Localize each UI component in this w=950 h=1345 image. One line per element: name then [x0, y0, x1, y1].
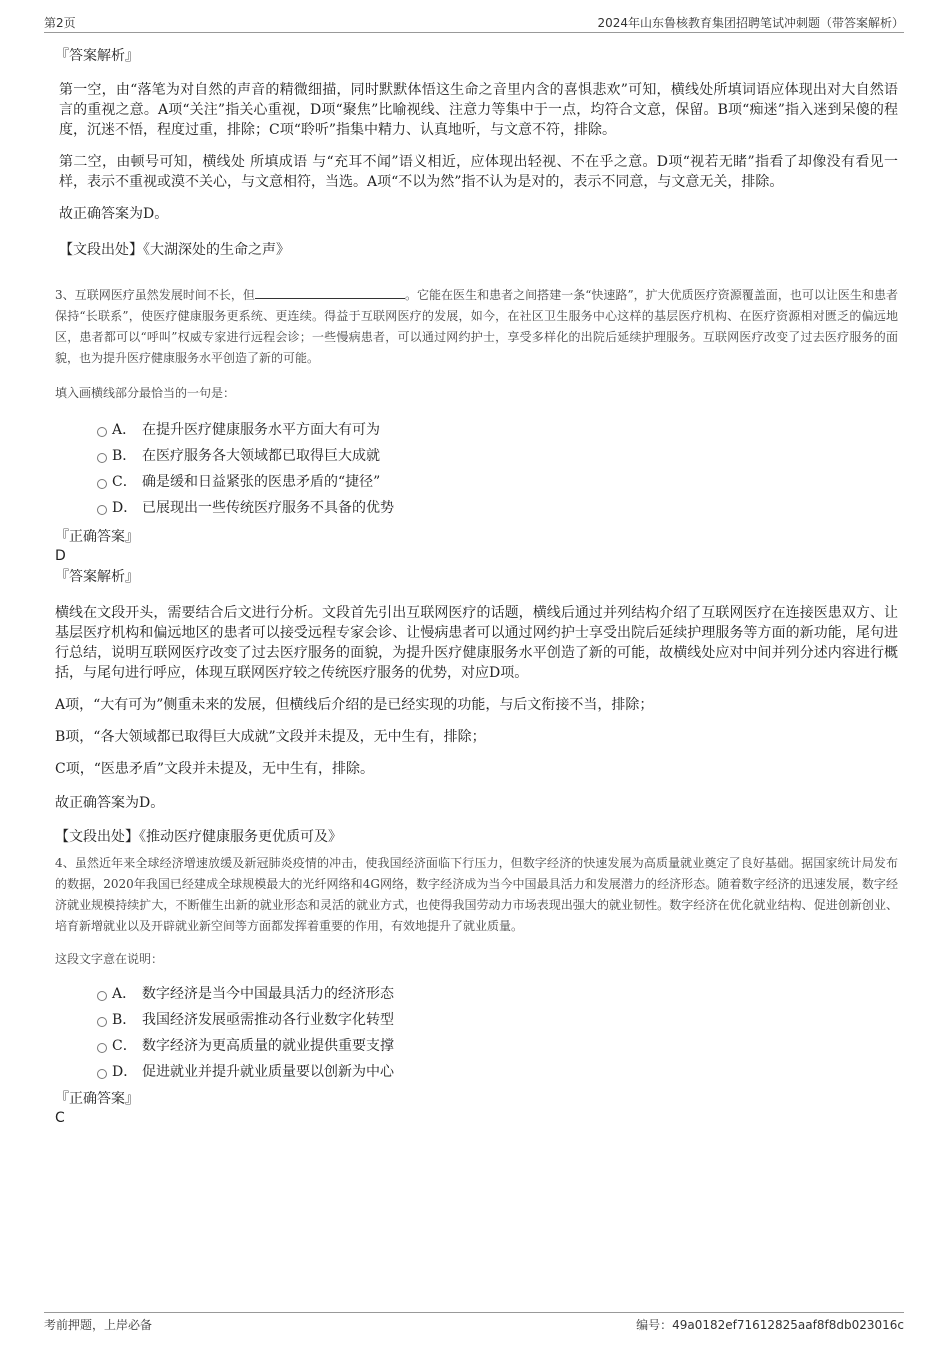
radio-icon[interactable] [97, 991, 107, 1001]
correct-answer: D [55, 548, 66, 564]
source-citation: 【文段出处】《推动医疗健康服务更优质可及》 [55, 829, 342, 845]
question-stem [55, 285, 898, 369]
analysis-paragraph: B项，“各大领域都已取得巨大成就”文段并未提及，无中生有，排除； [55, 729, 486, 745]
correct-answer-label: 『正确答案』 [55, 529, 139, 545]
analysis-conclusion: 故正确答案为D。 [59, 206, 169, 222]
source-citation: 【文段出处】《大湖深处的生命之声》 [59, 242, 290, 258]
option-list [55, 981, 898, 1085]
radio-icon[interactable] [97, 1043, 107, 1053]
option-a[interactable]: A． 在提升医疗健康服务水平方面大有可为 [55, 417, 898, 443]
option-d[interactable]: D． 已展现出一些传统医疗服务不具备的优势 [55, 495, 898, 521]
fill-blank [255, 286, 405, 299]
question-stem: 4、虽然近年来全球经济增速放缓及新冠肺炎疫情的冲击，使我国经济面临下行压力，但数字经济的快速发展为高质量就业奠定了良好基础。据国家统计局发布的数据，2020年我国已经建成全球规模最大的光纤网络和4G网络，数字经济成为当今中国最具活力和发展潜力的经济形态。随着数字经济的迅速发展，数字经济就业规模持续扩大，不断催生出新的就业形态和灵活的就业方式，也使得我国劳动力市场表现出强大的就业韧性。数字经济在优化就业结构、促进创新创业、培育新增就业以及开辟就业新空间等方面都发挥着重要的作用，有效地提升了就业质量。 [55, 856, 898, 933]
analysis-paragraph: C项，“医患矛盾”文段并未提及，无中生有，排除。 [55, 761, 375, 777]
footer-slogan: 考前押题，上岸必备 [44, 1318, 153, 1332]
stem-before: 3、互联网医疗虽然发展时间不长，但 [55, 288, 255, 302]
option-c[interactable]: C． 确是缓和日益紧张的医患矛盾的“捷径” [55, 469, 898, 495]
radio-icon[interactable] [97, 427, 107, 437]
option-d[interactable]: D． 促进就业并提升就业质量要以创新为中心 [55, 1059, 898, 1085]
page-header [44, 14, 904, 33]
radio-icon[interactable] [97, 1069, 107, 1079]
correct-answer-label: 『正确答案』 [55, 1091, 139, 1107]
analysis-paragraph: A项，“大有可为”侧重未来的发展，但横线后介绍的是已经实现的功能，与后文衔接不当，排除； [55, 697, 654, 713]
analysis-label: 『答案解析』 [55, 569, 139, 585]
option-b[interactable]: B． 在医疗服务各大领域都已取得巨大成就 [55, 443, 898, 469]
option-a[interactable]: A． 数字经济是当今中国最具活力的经济形态 [55, 981, 898, 1007]
option-b[interactable]: B． 我国经济发展亟需推动各行业数字化转型 [55, 1007, 898, 1033]
question-prompt: 这段文字意在说明： [55, 952, 164, 966]
option-list [55, 417, 898, 521]
option-c[interactable]: C． 数字经济为更高质量的就业提供重要支撑 [55, 1033, 898, 1059]
document-title: 2024年山东鲁核教育集团招聘笔试冲刺题（带答案解析） [597, 16, 904, 30]
radio-icon[interactable] [97, 479, 107, 489]
page-footer [44, 1312, 904, 1333]
analysis-paragraph: 横线在文段开头，需要结合后文进行分析。文段首先引出互联网医疗的话题，横线后通过并列结构介绍了互联网医疗在连接医患双方、让基层医疗机构和偏远地区的患者可以接受远程专家会诊、让慢病患者可以通过网约护士享受出院后延续护理服务等方面的新功能，尾句进行总结，说明互联网医疗改变了过去医疗服务的面貌，为提升医疗健康服务水平创造了新的可能，故横线处应对中间并列分述内容进行概括，与尾句进行呼应，体现互联网医疗较之传统医疗服务的优势，对应D项。 [55, 605, 898, 681]
analysis-conclusion: 故正确答案为D。 [55, 795, 165, 811]
code-label: 编号： [636, 1318, 673, 1332]
stem-after: 。它能在医生和患者之间搭建一条“快速路”，扩大优质医疗资源覆盖面，也可以让医生和患者保持“长联系”，使医疗健康服务更系统、更连续。得益于互联网医疗的发展，如今，在社区卫生服务中心这样的基层医疗机构、在医疗资源相对匮乏的偏远地区，患者都可以“呼叫”权威专家进行远程会诊；一些慢病患者，可以通过网约护士，享受多样化的出院后延续护理服务。互联网医疗改变了过去医疗服务的面貌，也为提升医疗健康服务水平创造了新的可能。 [55, 288, 898, 365]
analysis-paragraph: 第二空，由顿号可知，横线处 所填成语 与“充耳不闻”语义相近，应体现出轻视、不在乎之意。D项“视若无睹”指看了却像没有看见一样，表示不重视或漠不关心，与文意相符，当选。A项“不以为然”指不认为是对的，表示不同意，与文意无关，排除。 [59, 154, 898, 190]
question-3 [55, 285, 898, 847]
correct-answer: C [55, 1110, 65, 1126]
question-prompt: 填入画横线部分最恰当的一句是： [55, 386, 236, 400]
q2-analysis-section [55, 46, 898, 260]
analysis-paragraph: 第一空，由“落笔为对自然的声音的精微细描，同时默默体悟这生命之音里内含的喜惧悲欢”可知，横线处所填词语应体现出对大自然语言的重视之意。A项“关注”指关心重视，D项“聚焦”比喻视线、注意力等集中于一点，均符合文意，保留。B项“痴迷”指入迷到呆傻的程度，沉迷不悟，程度过重，排除；C项“聆听”指集中精力、认真地听，与文意不符，排除。 [59, 82, 898, 138]
analysis-label: 『答案解析』 [55, 48, 139, 64]
radio-icon[interactable] [97, 505, 107, 515]
question-4 [55, 853, 898, 1127]
radio-icon[interactable] [97, 453, 107, 463]
radio-icon[interactable] [97, 1017, 107, 1027]
code-value: 49a0182ef71612825aaf8f8db023016c [672, 1318, 904, 1332]
document-code [636, 1316, 904, 1333]
page-number: 第2页 [44, 16, 76, 30]
